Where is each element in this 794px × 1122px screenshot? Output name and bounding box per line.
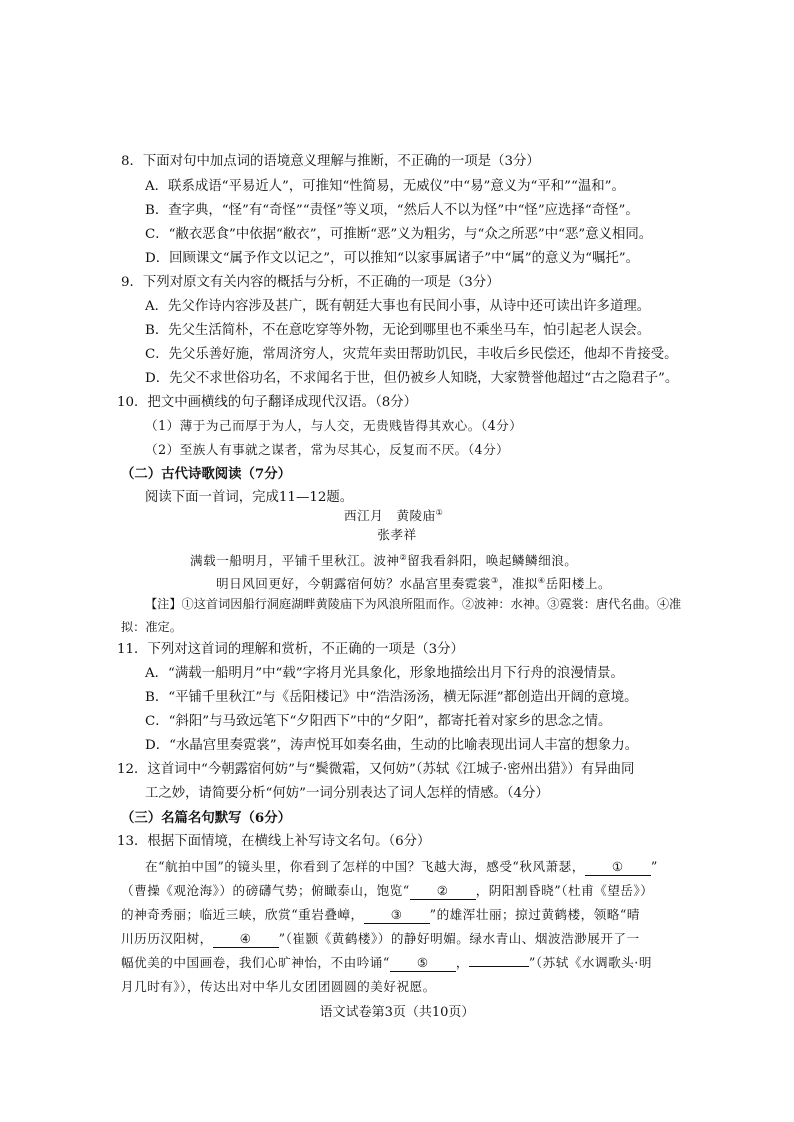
q13-text-3b: ”的雄浑壮丽；掠过黄鹤楼，领略“晴 <box>429 907 640 922</box>
q8-option-c: C．“敝衣恶食”中依据“敝衣”，可推断“恶”义为粗劣，与“众之所恶”中“恶”意义相同。 <box>145 227 653 242</box>
page-footer: 语文试卷第3页（共10页） <box>319 1005 475 1020</box>
blank-2[interactable]: ② <box>410 883 476 900</box>
poem-line-2-b: ，准拟 <box>498 576 538 592</box>
q9-option-b: B．先父生活简朴，不在意吃穿等外物，无论到哪里也不乘坐马车，怕引起老人误会。 <box>145 323 651 338</box>
q13-text-1a: 在“航拍中国”的镜头里，你看到了怎样的中国？飞越大海，感受“秋风萧瑟， <box>145 859 585 874</box>
q13-text-2a: （曹操《观沧海》）的磅礴气势；俯瞰泰山，饱览“ <box>121 883 410 898</box>
q8-option-b: B．查字典，“怪”有“奇怪”“责怪”等义项，“然后人不以为怪”中“怪”应选择“奇怪”。 <box>145 203 639 218</box>
q10-sentence-2: （2）至族人有事就之谋者，常为尽其心，反复而不厌。（4分） <box>145 442 510 457</box>
q9-option-a: A．先父作诗内容涉及甚广，既有朝廷大事也有民间小事，从诗中还可读出许多道理。 <box>145 299 651 314</box>
q13-text-2b: ，阴阳割昏晓”（杜甫《望岳》） <box>475 883 654 898</box>
q11-option-c: C．“斜阳”与马致远笔下“夕阳西下”中的“夕阳”，都寄托着对家乡的思念之情。 <box>145 714 612 729</box>
poem-title <box>344 503 443 526</box>
blank-3[interactable]: ③ <box>364 907 430 924</box>
q13-stem: 13．根据下面情境，在横线上补写诗文名句。（6分） <box>117 834 431 849</box>
blank-5a[interactable]: ⑤ <box>390 955 456 972</box>
poem-line-2 <box>216 571 611 594</box>
q13-text-5c: ”（苏轼《水调歌头·明 <box>528 955 652 970</box>
q8-option-a: A．联系成语“平易近人”，可推知“性简易，无威仪”中“易”意义为“平和”“温和”。 <box>145 179 625 194</box>
poem-line-2-footnote-mark-2: ④ <box>537 576 546 585</box>
blank-1[interactable]: ① <box>585 859 651 876</box>
q11-option-a: A．“满载一船明月”中“载”字将月光具象化，形象地描绘出月下行舟的浪漫情景。 <box>145 666 624 681</box>
q10-sentence-1: （1）薄于为己而厚于为人，与人交，无贵贱皆得其欢心。（4分） <box>145 418 523 433</box>
q12-line-2: 工之妙，请简要分析“何妨”一词分别表达了词人怎样的情感。（4分） <box>145 786 549 801</box>
q8-stem: 8．下面对句中加点词的语境意义理解与推断，不正确的一项是（3分） <box>121 154 540 169</box>
q9-stem: 9．下列对原文有关内容的概括与分析，不正确的一项是（3分） <box>121 275 500 290</box>
section2-heading: （二）古代诗歌阅读（7分） <box>121 466 292 482</box>
q13-text-4a: 川历历汉阳树， <box>121 931 213 946</box>
q13-text-4b: ”（崔颢《黄鹤楼》）的静好明媚。绿水青山、烟波浩渺展开了一 <box>278 931 640 946</box>
poem-line-1-footnote-mark: ② <box>399 553 408 562</box>
q13-passage-line-1 <box>145 857 658 877</box>
poem-title-text: 西江月 黄陵庙 <box>344 508 436 524</box>
q8-option-d: D．回顾课文“属予作文以记之”，可以推知“以家事属诸子”中“属”的意义为“嘱托”。 <box>145 251 639 266</box>
poem-note-line-1: 【注】①这首词因船行洞庭湖畔黄陵庙下为风浪所阻而作。②波神：水神。③霓裳：唐代名曲。④准 <box>145 597 682 611</box>
q13-text-5b: ， <box>455 955 469 970</box>
section2-intro: 阅读下面一首词，完成11—12题。 <box>145 490 354 505</box>
blank-5b[interactable] <box>469 966 529 967</box>
q13-passage-line-3 <box>121 905 640 925</box>
q13-text-3a: 的神奇秀丽；临近三峡，欣赏“重岩叠嶂， <box>121 907 364 922</box>
poem-author: 张孝祥 <box>377 527 417 542</box>
poem-line-1 <box>190 548 577 571</box>
q13-text-5a: 幅优美的中国画卷，我们心旷神怡，不由吟诵“ <box>121 955 390 970</box>
q9-option-d: D．先父不求世俗功名，不求闻名于世，但仍被乡人知晓，大家赞誉他超过“古之隐君子”。 <box>145 371 679 386</box>
q13-passage-line-2 <box>121 881 653 901</box>
q11-option-b: B．“平铺千里秋江”与《岳阳楼记》中“浩浩汤汤，横无际涯”都创造出开阔的意境。 <box>145 690 638 705</box>
poem-line-2-footnote-mark-1: ③ <box>490 576 499 585</box>
q9-option-c: C．先父乐善好施，常周济穷人，灾荒年卖田帮助饥民，丰收后乡民偿还，他却不肯接受。 <box>145 347 678 362</box>
poem-title-footnote-mark: ① <box>435 508 444 517</box>
poem-note-line-2: 拟：准定。 <box>121 620 182 634</box>
poem-line-2-c: 岳阳楼上。 <box>545 576 612 592</box>
q10-stem: 10．把文中画横线的句子翻译成现代汉语。（8分） <box>117 395 418 410</box>
poem-line-1-b: 留我看斜阳，唤起鳞鳞细浪。 <box>407 553 578 569</box>
q11-stem: 11．下列对这首词的理解和赏析，不正确的一项是（3分） <box>117 642 464 657</box>
section3-heading: （三）名篇名句默写（6分） <box>121 810 292 826</box>
blank-4[interactable]: ④ <box>213 931 279 948</box>
q13-passage-line-4 <box>121 929 640 949</box>
q13-passage-line-5 <box>121 953 652 973</box>
poem-line-2-a: 明日风回更好，今朝露宿何妨？水晶宫里奏霓裳 <box>216 576 491 592</box>
q13-passage-line-6: 月几时有》），传达出对中华儿女团团圆圆的美好祝愿。 <box>121 979 436 994</box>
q12-line-1: 12．这首词中“今朝露宿何妨”与“鬓微霜，又何妨”（苏轼《江城子·密州出猎》）有异曲同 <box>117 762 635 777</box>
q11-option-d: D．“水晶宫里奏霓裳”，涛声悦耳如奏名曲，生动的比喻表现出词人丰富的想象力。 <box>145 738 639 753</box>
q13-text-1b: ” <box>650 859 658 874</box>
poem-line-1-a: 满载一船明月，平铺千里秋江。波神 <box>190 553 400 569</box>
